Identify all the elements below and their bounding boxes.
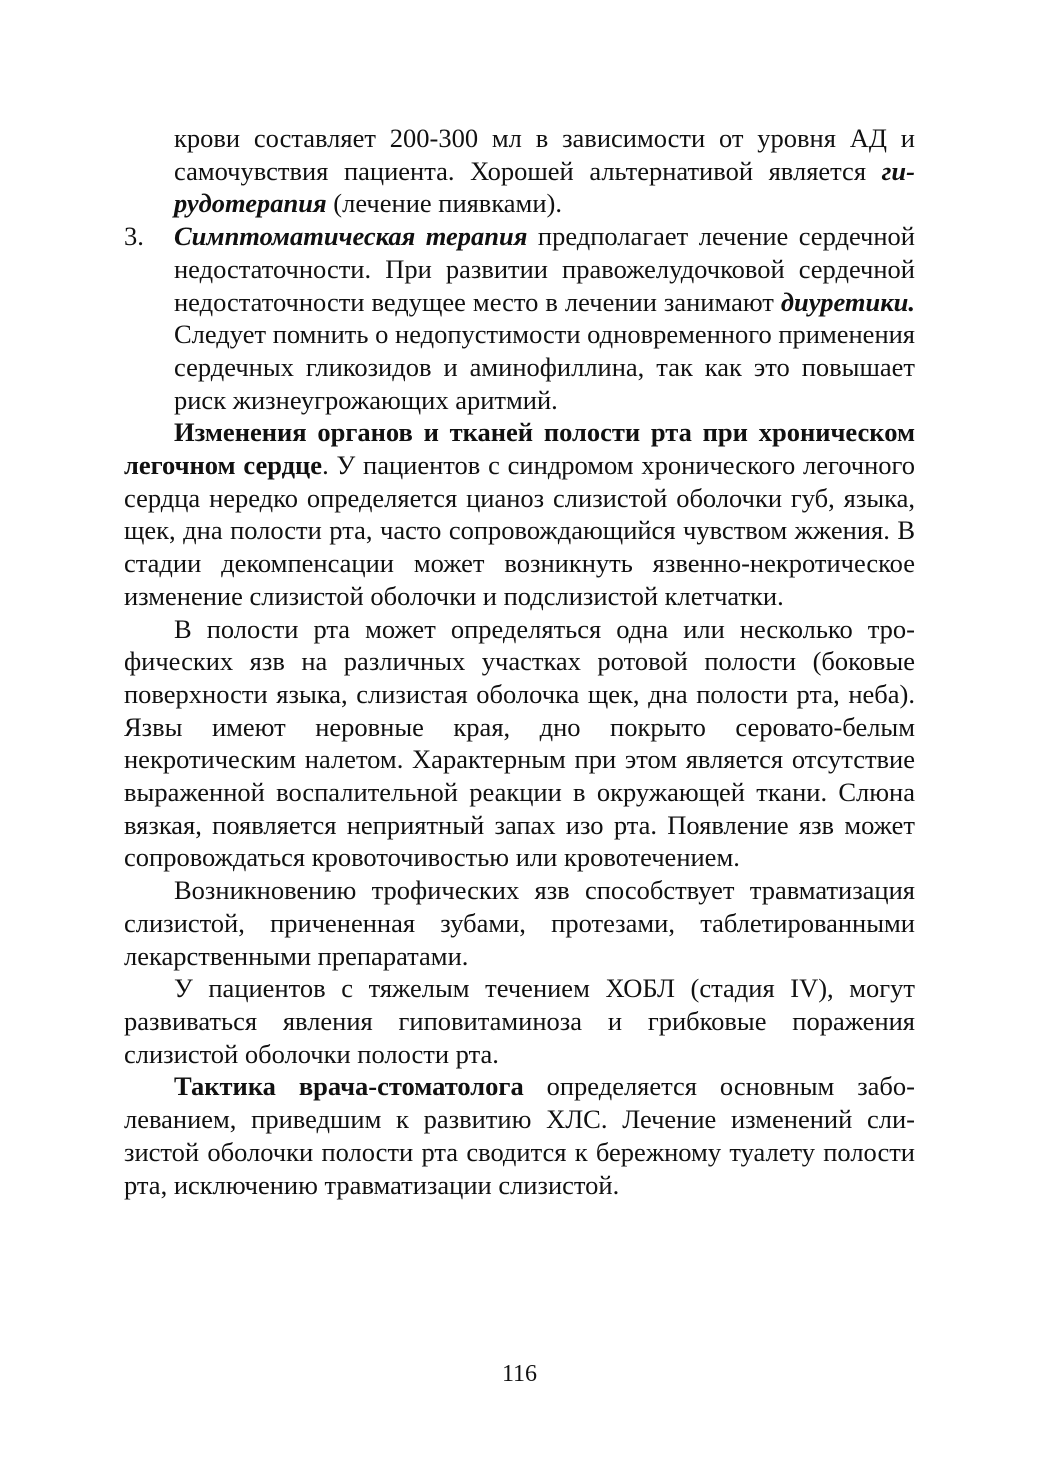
page-number: 116 (501, 1361, 538, 1387)
paragraph-dentist-tactics (124, 1070, 915, 1201)
body-text (124, 122, 915, 1201)
list-number: 3. (124, 221, 144, 252)
text-span: предполагает лечение сердечной недостаточности. При развитии правожелудочковой сердечной недостаточности ведущее место в лечении занимают (174, 221, 915, 317)
heading-oral-changes: Изменения органов и тканей полости рта при хроническом легочном сердце (124, 417, 915, 481)
text-span: (лечение пиявками). (326, 188, 562, 219)
term-hirudotherapy: гирудотерапия (174, 155, 915, 219)
paragraph-trophic-ulcers: В полости рта может определяться одна или несколько трофических язв на различных участках ротовой полости (боковые поверхности языка, слизистая оболочка щек, дна полости рта, неба). Язвы имеют неровные края, дно покрыто серовато-белым некротическим налетом. Характерным при этом является отсутствие выраженной воспалительной реакции в окружающей ткани. Слюна вязкая, появляется неприятный запах изо рта. Появление язв может сопровождаться кровоточивостью или кровотечением. (124, 613, 915, 873)
text-span: крови составляет 200-300 мл в зависимости от уровня АД и самочувствия пациента. Хорошей альтернативой является (174, 123, 915, 186)
paragraph-traumatization: Возникновению трофических язв способствует травматизация слизистой, причененная зубами, протезами, таблетированными лекарственными препаратами. (124, 875, 915, 971)
text-span: Следует помнить о недопустимости одновременного применения сердечных гликозидов и аминофиллина, так как это повышает риск жизнеугрожающих аритмий. (174, 319, 915, 415)
term-symptomatic-therapy: Симптоматическая терапия (174, 221, 528, 252)
text-span: . У пациентов с синдромом хронического легочного сердца нередко определяется цианоз слизистой оболочки губ, языка, щек, дна полости рта, часто сопровождающийся чувством жжения. В стадии декомпенсации может возникнуть язвенно-некротическое изменение слизистой оболочки и подслизистой клетчатки. (124, 450, 916, 611)
paragraph-oral-changes (124, 416, 915, 612)
text-span: определяется основным заболеванием, приведшим к развитию ХЛС. Лечение изменений слизистой оболочки полости рта сводится к бережному туалету полости рта, исключению травматизации слизистой. (124, 1071, 915, 1200)
list-item-3 (124, 220, 915, 416)
term-diuretics: диуретики. (780, 286, 915, 317)
paragraph-copd: У пациентов с тяжелым течением ХОБЛ (стадия IV), могут развиваться явления гиповитаминоза и грибковые поражения слизистой оболочки полости рта. (124, 973, 915, 1069)
paragraph-bloodletting-continued (124, 122, 915, 220)
heading-dentist-tactics: Тактика врача-стоматолога (174, 1071, 524, 1102)
